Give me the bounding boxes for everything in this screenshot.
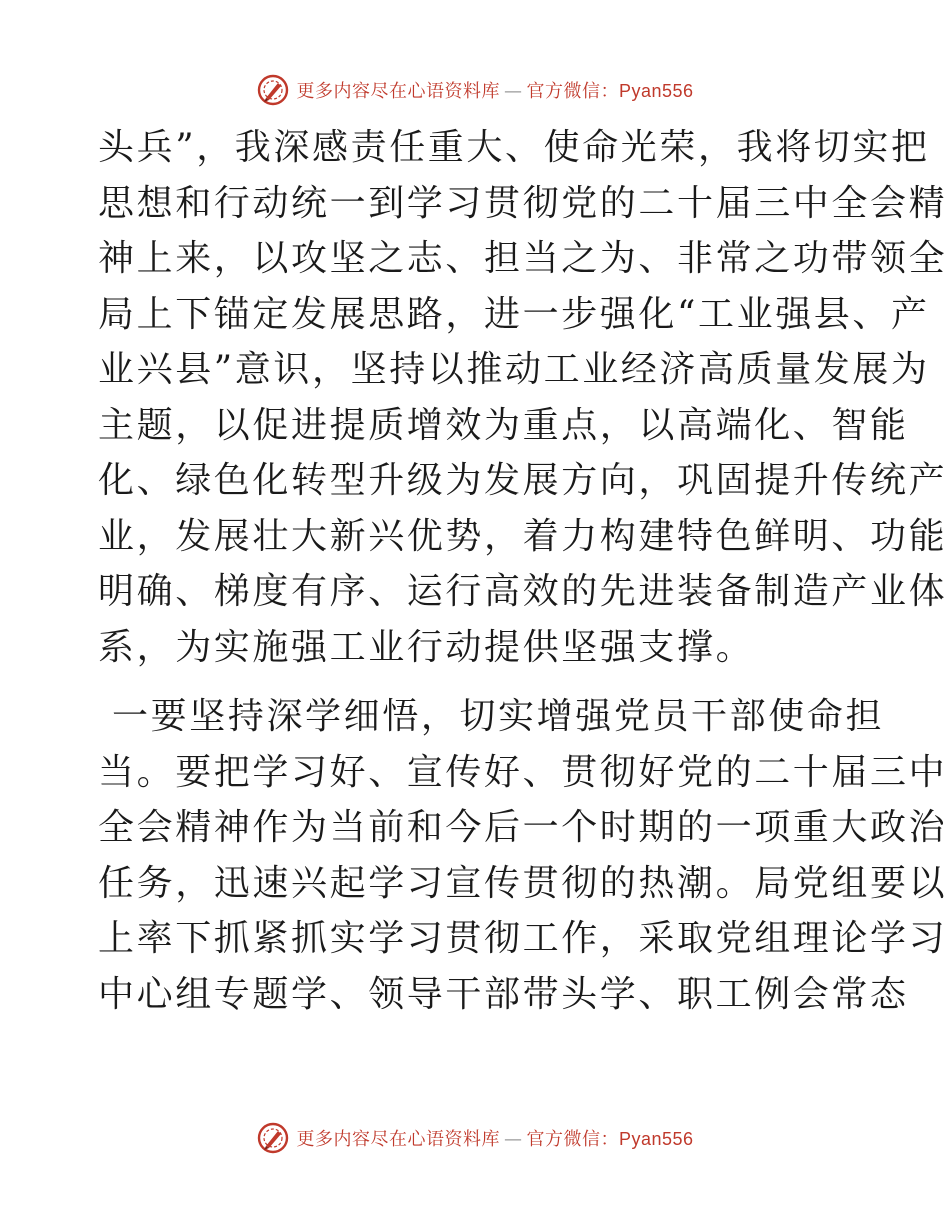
footer-banner [0,1118,950,1158]
pen-logo-icon [256,73,290,107]
document-body [98,120,948,1022]
text-line: 化、绿色化转型升级为发展方向，巩固提升传统产 [98,460,948,501]
pen-logo-icon [256,1121,290,1155]
paragraph-gap [98,675,858,689]
header-wechat-label: 官方微信： [526,81,619,102]
footer-wechat-label: 官方微信： [526,1129,619,1150]
text-line: 主题，以促进提质增效为重点，以高端化、智能 [98,404,909,446]
text-line: 一要坚持深学细悟，切实增强党员干部使命担 [98,696,885,737]
header-dash: — [503,81,523,102]
text-line: 当。要把学习好、宣传好、贯彻好党的二十届三中 [98,751,948,793]
header-banner [0,70,950,110]
text-line: 业，发展壮大新兴优势，着力构建特色鲜明、功能 [98,515,948,557]
text-line: 上率下抓紧抓实学习贯彻工作，采取党组理论学习 [98,918,948,959]
text-line: 中心组专题学、领导干部带头学、职工例会常态 [98,973,909,1015]
paragraph-1 [98,120,948,675]
text-line: 明确、梯度有序、运行高效的先进装备制造产业体 [98,571,948,612]
text-line: 头兵”，我深感责任重大、使命光荣，我将切实把 [98,127,930,168]
footer-brand-text: 更多内容尽在心语资料库 [296,1129,500,1150]
text-line: 局上下锚定发展思路，进一步强化“工业强县、产 [98,293,930,335]
footer-dash: — [503,1129,523,1150]
text-line: 任务，迅速兴起学习宣传贯彻的热潮。局党组要以 [98,862,948,904]
paragraph-2 [98,689,948,1022]
text-line: 业兴县”意识，坚持以推动工业经济高质量发展为 [98,349,930,390]
footer-wechat-id: Pyan556 [618,1129,694,1149]
text-line: 全会精神作为当前和今后一个时期的一项重大政治 [98,807,948,848]
text-line: 神上来，以攻坚之志、担当之为、非常之功带领全 [98,238,948,279]
header-wechat-id: Pyan556 [618,81,694,101]
text-line: 系，为实施强工业行动提供坚强支撑。 [98,626,755,668]
text-line: 思想和行动统一到学习贯彻党的二十届三中全会精 [98,182,948,224]
header-brand-text: 更多内容尽在心语资料库 [296,81,500,102]
